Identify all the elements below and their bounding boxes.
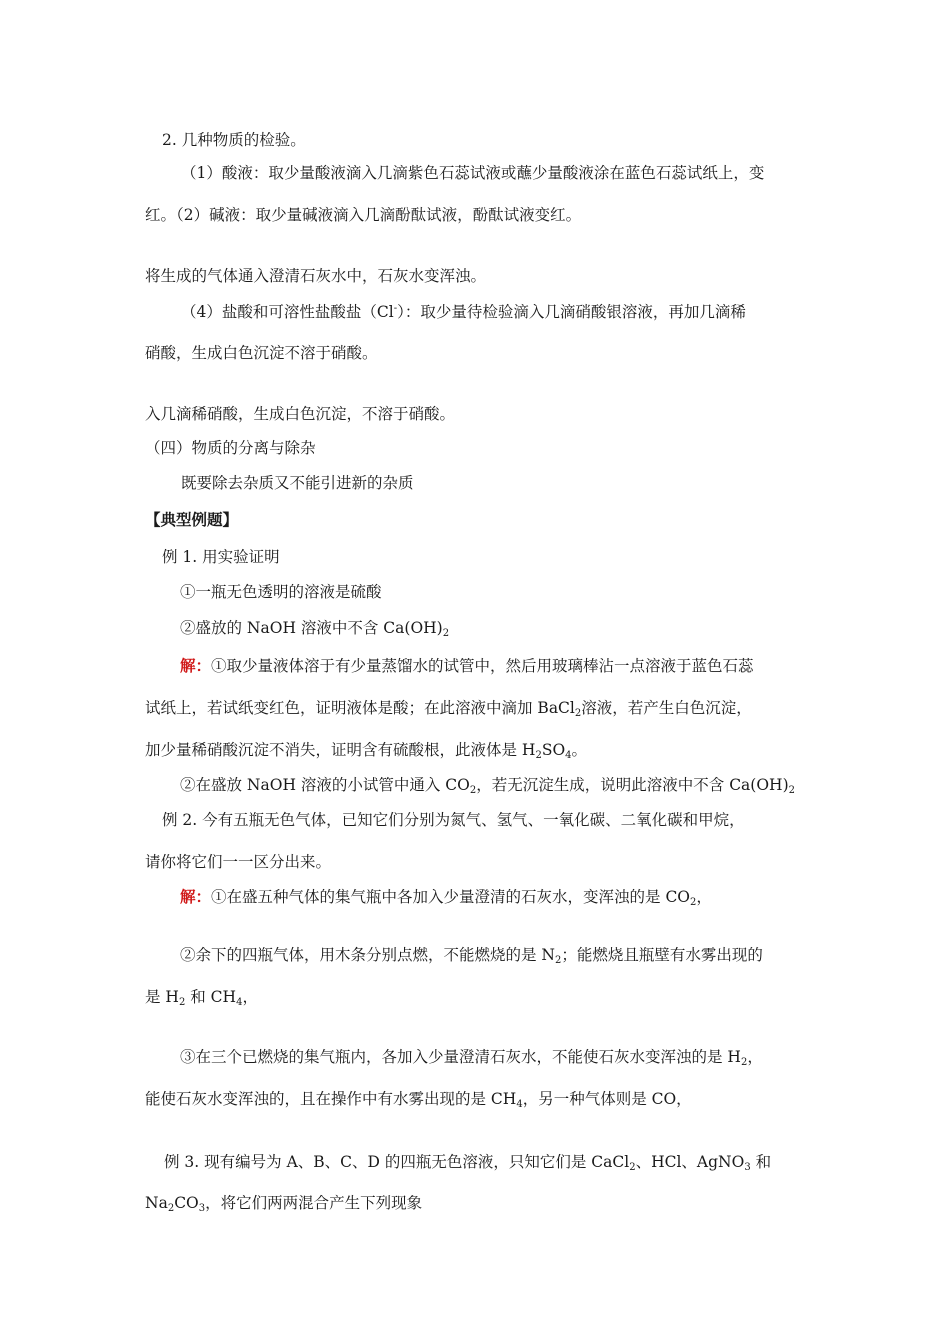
typical-examples-heading: 【典型例题】 <box>145 510 239 529</box>
text-line: ②盛放的 NaOH 溶液中不含 $Ca(OH)_2$ <box>180 619 450 639</box>
solution-label: 解： <box>180 887 212 906</box>
text-line: 红。（2）碱液：取少量碱液滴入几滴酚酞试液，酚酞试液变红。 <box>145 206 582 224</box>
text-line: ②在盛放 NaOH 溶液的小试管中通入 $CO_2$，若无沉淀生成，说明此溶液中不含 $Ca(OH)_2$ <box>180 776 795 796</box>
text-line: 能使石灰水变浑浊的，且在操作中有水雾出现的是 $CH_4$，另一种气体则是 CO， <box>145 1090 692 1110</box>
text-line: 试纸上，若试纸变红色，证明液体是酸；在此溶液中滴加 BaCl$_2$溶液，若产生白色沉淀， <box>145 699 752 719</box>
text-line: 既要除去杂质又不能引进新的杂质 <box>181 474 414 492</box>
text-line: $Na_2CO_3$，将它们两两混合产生下列现象 <box>145 1194 423 1214</box>
text-line: （4）盐酸和可溶性盐酸盐（Cl-）：取少量待检验滴入几滴硝酸银溶液，再加几滴稀 <box>181 303 746 321</box>
text-line: ②余下的四瓶气体，用木条分别点燃，不能燃烧的是 $N_2$；能燃烧且瓶壁有水雾出现的 <box>180 946 763 966</box>
text-line: 硝酸，生成白色沉淀不溶于硝酸。 <box>145 344 378 362</box>
text-line: 将生成的气体通入澄清石灰水中，石灰水变浑浊。 <box>145 267 487 285</box>
example-title: 例 3. 现有编号为 A、B、C、D 的四瓶无色溶液，只知它们是 CaCl$_2$、HCl、AgNO$_3$ 和 <box>164 1153 772 1173</box>
text-line: （1）酸液：取少量酸液滴入几滴紫色石蕊试液或蘸少量酸液涂在蓝色石蕊试纸上，变 <box>181 164 765 182</box>
example-title: 例 1. 用实验证明 <box>162 548 280 566</box>
text-line: 是 $H_2$ 和 $CH_4$， <box>145 988 258 1008</box>
example-title: 例 2. 今有五瓶无色气体，已知它们分别为氮气、氢气、一氧化碳、二氧化碳和甲烷， <box>162 811 745 829</box>
text-line: 入几滴稀硝酸，生成白色沉淀，不溶于硝酸。 <box>145 405 456 423</box>
solution-line: 解：①取少量液体溶于有少量蒸馏水的试管中，然后用玻璃棒沾一点溶液于蓝色石蕊 <box>180 656 754 675</box>
solution-label: 解： <box>180 656 212 675</box>
text-line: ③在三个已燃烧的集气瓶内，各加入少量澄清石灰水，不能使石灰水变浑浊的是 $H_2$， <box>180 1048 763 1068</box>
text-line: 2. 几种物质的检验。 <box>162 131 306 149</box>
text-line: 加少量稀硝酸沉淀不消失，证明含有硫酸根，此液体是 $H_2SO_4$。 <box>145 741 588 761</box>
solution-line: 解：①在盛五种气体的集气瓶中各加入少量澄清的石灰水，变浑浊的是 $CO_2$， <box>180 887 712 908</box>
section-heading: （四）物质的分离与除杂 <box>145 439 316 457</box>
text-line: ①一瓶无色透明的溶液是硫酸 <box>180 583 382 601</box>
text-line: 请你将它们一一区分出来。 <box>145 853 332 871</box>
